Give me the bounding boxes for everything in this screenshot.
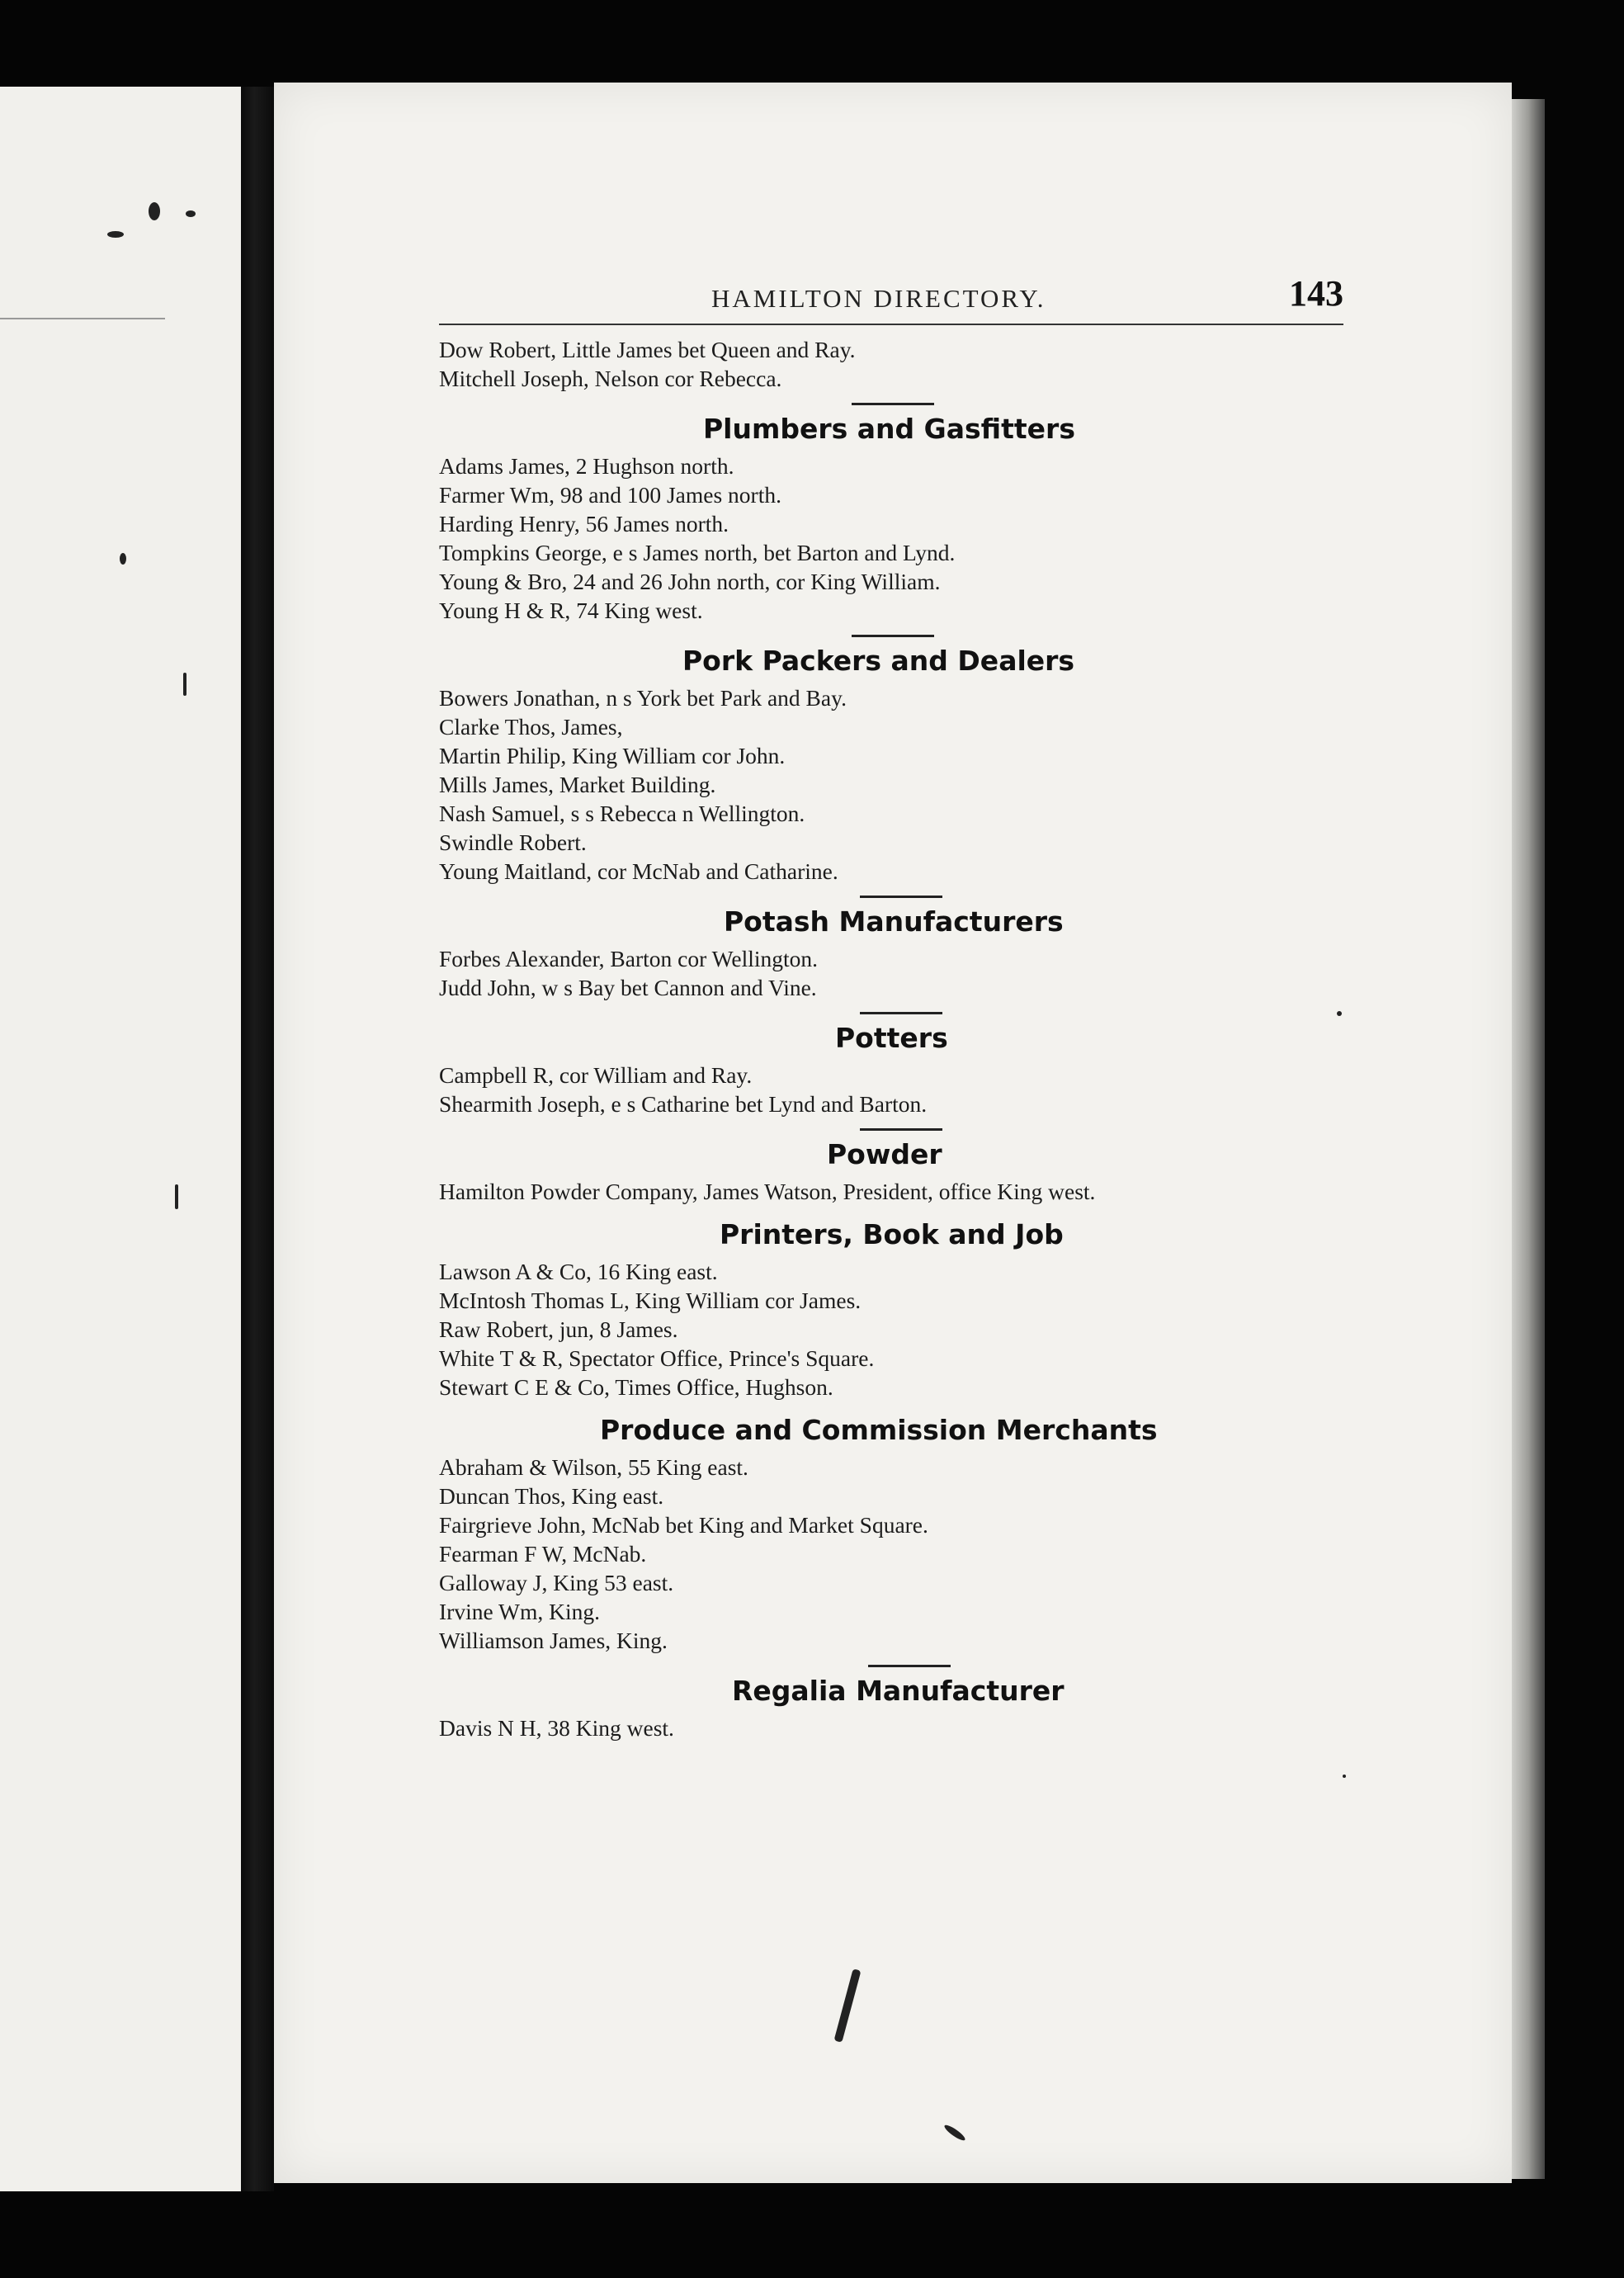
directory-entry: Mills James, Market Building. bbox=[439, 772, 716, 797]
directory-entry: Williamson James, King. bbox=[439, 1628, 668, 1653]
directory-entry: Dow Robert, Little James bet Queen and Ray. bbox=[439, 337, 856, 362]
section-powder bbox=[439, 1128, 1512, 1206]
directory-entry: Galloway J, King 53 east. bbox=[439, 1570, 674, 1595]
directory-entry: Hamilton Powder Company, James Watson, President, office King west. bbox=[439, 1179, 1096, 1204]
directory-entry: McIntosh Thomas L, King William cor James. bbox=[439, 1288, 862, 1313]
section-rule bbox=[860, 896, 942, 898]
directory-entry: Young Maitland, cor McNab and Catharine. bbox=[439, 858, 838, 884]
directory-entry: Stewart C E & Co, Times Office, Hughson. bbox=[439, 1374, 833, 1400]
ink-mark bbox=[149, 202, 160, 220]
directory-entry: Bowers Jonathan, n s York bet Park and Bay. bbox=[439, 685, 847, 711]
directory-entry: Clarke Thos, James, bbox=[439, 714, 623, 740]
section-heading: Pork Packers and Dealers bbox=[682, 645, 1075, 677]
section-rule bbox=[868, 1665, 951, 1667]
section-heading: Produce and Commission Merchants bbox=[600, 1414, 1158, 1446]
page-content bbox=[439, 272, 1512, 1742]
section-potters bbox=[439, 1012, 1512, 1118]
directory-entry: Tompkins George, e s James north, bet Barton and Lynd. bbox=[439, 540, 956, 565]
directory-entry: Forbes Alexander, Barton cor Wellington. bbox=[439, 946, 819, 971]
book-gutter bbox=[241, 87, 274, 2191]
directory-entry: Martin Philip, King William cor John. bbox=[439, 743, 786, 768]
directory-entry: Adams James, 2 Hughson north. bbox=[439, 453, 734, 479]
section-heading: Plumbers and Gasfitters bbox=[703, 413, 1075, 445]
section-potash bbox=[439, 896, 1512, 1002]
ink-mark bbox=[120, 553, 126, 565]
ink-stroke bbox=[942, 2123, 966, 2143]
directory-entry: Campbell R, cor William and Ray. bbox=[439, 1062, 753, 1088]
directory-entry: Young & Bro, 24 and 26 John north, cor King William. bbox=[439, 569, 941, 594]
facing-page-rule bbox=[0, 318, 165, 319]
directory-page bbox=[274, 83, 1512, 2183]
directory-entry: Farmer Wm, 98 and 100 James north. bbox=[439, 482, 781, 508]
section-produce bbox=[439, 1411, 1512, 1655]
ink-mark bbox=[186, 210, 196, 217]
section-printers bbox=[439, 1216, 1512, 1401]
directory-entry: Judd John, w s Bay bet Cannon and Vine. bbox=[439, 975, 817, 1000]
section-rule bbox=[852, 635, 934, 637]
section-regalia bbox=[439, 1665, 1512, 1742]
directory-entry: Harding Henry, 56 James north. bbox=[439, 511, 729, 536]
directory-entry: Mitchell Joseph, Nelson cor Rebecca. bbox=[439, 366, 782, 391]
intro-entries bbox=[439, 335, 1512, 393]
section-rule bbox=[860, 1012, 942, 1014]
ink-mark bbox=[183, 673, 186, 696]
ink-mark bbox=[175, 1184, 178, 1209]
section-heading: Potash Manufacturers bbox=[724, 905, 1064, 938]
directory-entry: Shearmith Joseph, e s Catharine bet Lynd and Barton. bbox=[439, 1091, 928, 1117]
section-plumbers bbox=[439, 403, 1512, 625]
page-header bbox=[439, 272, 1343, 325]
facing-page bbox=[0, 87, 241, 2191]
page-edge bbox=[1512, 99, 1545, 2179]
directory-entry: Fairgrieve John, McNab bet King and Market Square. bbox=[439, 1512, 928, 1538]
directory-entry: Lawson A & Co, 16 King east. bbox=[439, 1259, 718, 1284]
directory-entry: Young H & R, 74 King west. bbox=[439, 598, 703, 623]
section-heading: Potters bbox=[835, 1022, 948, 1054]
directory-entry: Nash Samuel, s s Rebecca n Wellington. bbox=[439, 801, 805, 826]
section-heading: Regalia Manufacturer bbox=[732, 1675, 1065, 1707]
directory-entry: Irvine Wm, King. bbox=[439, 1599, 601, 1624]
section-heading: Printers, Book and Job bbox=[720, 1218, 1064, 1250]
page-number: 143 bbox=[1289, 273, 1343, 314]
directory-entry: Raw Robert, jun, 8 James. bbox=[439, 1316, 678, 1342]
section-pork-packers bbox=[439, 635, 1512, 886]
section-rule bbox=[860, 1128, 942, 1131]
directory-entry: Swindle Robert. bbox=[439, 829, 587, 855]
ink-stroke bbox=[834, 1968, 862, 2043]
running-head: HAMILTON DIRECTORY. bbox=[711, 284, 1046, 313]
section-heading: Powder bbox=[827, 1138, 942, 1170]
directory-entry: White T & R, Spectator Office, Prince's Square. bbox=[439, 1345, 875, 1371]
directory-entry: Abraham & Wilson, 55 King east. bbox=[439, 1454, 748, 1480]
ink-speck bbox=[1343, 1775, 1346, 1778]
directory-entry: Duncan Thos, King east. bbox=[439, 1483, 664, 1509]
section-rule bbox=[852, 403, 934, 405]
directory-entry: Fearman F W, McNab. bbox=[439, 1541, 647, 1567]
ink-mark bbox=[107, 231, 124, 238]
directory-entry: Davis N H, 38 King west. bbox=[439, 1715, 674, 1741]
